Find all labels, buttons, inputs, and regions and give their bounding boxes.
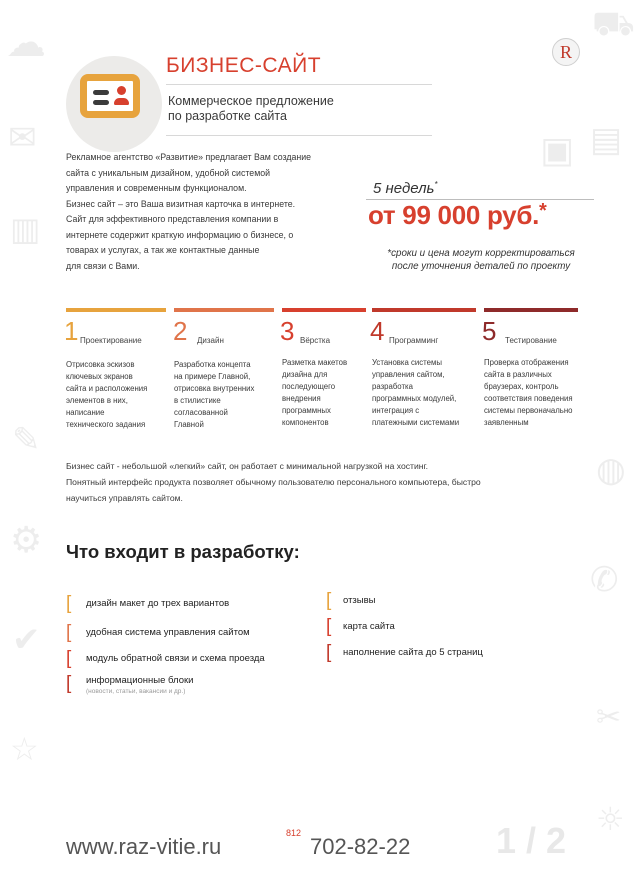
price-note-line-1: *сроки и цена могут корректироваться	[387, 248, 575, 259]
step-description-3	[282, 357, 368, 429]
include-item: информационные блоки	[86, 675, 194, 686]
include-item: карта сайта	[343, 621, 395, 632]
step-bar-4	[372, 308, 476, 312]
include-item: модуль обратной связи и схема проезда	[86, 653, 265, 664]
bracket-icon: [	[326, 590, 332, 611]
phone-code: 812	[286, 828, 302, 838]
step-desc-line: сайта в различных	[484, 370, 552, 379]
bracket-icon: [	[66, 593, 72, 614]
bracket-icon: [	[66, 673, 72, 694]
step-desc-line: заявленным	[484, 418, 529, 427]
subtitle-divider	[166, 135, 432, 136]
step-desc-line: программных модулей,	[372, 394, 457, 403]
background-globe-icon: ◍	[596, 450, 626, 490]
page-title: БИЗНЕС-САЙТ	[166, 54, 322, 77]
step-desc-line: написание	[66, 408, 105, 417]
price-text: от 99 000 руб.	[368, 200, 540, 230]
step-desc-line: Отрисовка эскизов	[66, 360, 135, 369]
step-desc-line: системы первоначально	[484, 406, 573, 415]
includes-title: Что входит в разработку:	[66, 541, 300, 562]
card-line-top	[93, 90, 109, 95]
intro-line: Сайт для эффективного представления компании в	[66, 214, 279, 224]
intro-line: товарах и услугах, а так же контактные данные	[66, 245, 260, 255]
include-item: дизайн макет до трех вариантов	[86, 598, 230, 609]
include-item: наполнение сайта до 5 страниц	[343, 647, 483, 658]
step-desc-line: браузерах, контроль	[484, 382, 559, 391]
step-desc-line: Главной	[174, 420, 204, 429]
step-title-1: Проектирование	[80, 336, 142, 345]
step-desc-line: Установка системы	[372, 358, 442, 367]
background-chart-icon: ▥	[10, 210, 41, 248]
business-card-icon	[80, 74, 140, 118]
step-desc-line: ключевых экранов	[66, 372, 133, 381]
step-description-2	[174, 359, 276, 431]
include-item: отзывы	[343, 595, 376, 606]
step-desc-line: программных	[282, 406, 331, 415]
page-counter: 1 / 2	[496, 820, 567, 861]
price-label	[368, 200, 547, 231]
background-card-icon: ▣	[540, 130, 575, 171]
step-desc-line: платежными системами	[372, 418, 460, 427]
step-desc-line: согласованной	[174, 408, 228, 417]
brand-badge: R	[552, 38, 580, 66]
step-desc-line: в стилистике	[174, 396, 221, 405]
card-person-body	[114, 98, 129, 105]
step-title-4: Программинг	[389, 336, 439, 345]
intro-line: Бизнес сайт – это Ваша визитная карточка в интернете.	[66, 198, 296, 209]
include-item-note: (новости, статьи, вакансии и др.)	[86, 688, 186, 695]
step-title-3: Вёрстка	[300, 336, 331, 345]
step-bar-1	[66, 308, 166, 312]
description-line-1: Бизнес сайт - небольшой «легкий» сайт, он работает с минимальной нагрузкой на хостинг.	[66, 461, 429, 471]
background-cloud-icon: ☁	[6, 20, 46, 66]
step-desc-line: технического задания	[66, 420, 146, 429]
duration-text: 5 недель	[373, 180, 435, 197]
price-note-line-2: после уточнения деталей по проекту	[391, 261, 571, 272]
description-line-3: научиться управлять сайтом.	[66, 493, 183, 503]
intro-line: Рекламное агентство «Развитие» предлагает Вам создание	[66, 152, 312, 162]
step-number-4: 4	[370, 316, 385, 346]
background-pencil-icon: ✎	[12, 420, 41, 460]
step-desc-line: интеграция с	[372, 406, 420, 415]
intro-line: управления и современным функционалом.	[66, 183, 247, 193]
step-bar-5	[484, 308, 578, 312]
step-title-5: Тестирование	[505, 336, 557, 345]
card-line-bottom	[93, 100, 109, 105]
bracket-icon: [	[66, 622, 72, 643]
step-desc-line: сайта и расположения	[66, 384, 148, 393]
intro-line: интернете содержит краткую информацию о бизнесе, о	[66, 229, 294, 240]
step-desc-line: внедрения	[282, 394, 321, 403]
background-envelope-icon: ✉	[8, 118, 37, 158]
step-desc-line: элементов в них,	[66, 396, 128, 405]
step-bar-3	[282, 308, 366, 312]
price-footnote-mark: *	[539, 200, 547, 222]
step-desc-line: дизайна для	[282, 370, 328, 379]
background-cart-icon: ⛟	[592, 4, 635, 44]
background-tag-icon: ✂	[596, 700, 622, 735]
bracket-icon: [	[326, 616, 332, 637]
step-desc-line: разработка	[372, 382, 413, 391]
duration-label	[373, 180, 438, 197]
step-desc-line: последующего	[282, 382, 336, 391]
step-desc-line: отрисовка внутренних	[174, 384, 255, 393]
step-desc-line: на примере Главной,	[174, 372, 251, 381]
background-bulb-icon: ☼	[596, 800, 625, 838]
background-doc-icon: ▤	[590, 120, 623, 160]
step-number-1: 1	[64, 316, 79, 346]
step-desc-line: Разметка макетов	[282, 358, 348, 367]
step-title-2: Дизайн	[197, 336, 224, 345]
include-item: удобная система управления сайтом	[86, 627, 250, 638]
duration-footnote-mark: *	[434, 180, 438, 189]
background-chat-icon: ✆	[590, 560, 619, 600]
step-description-4	[372, 357, 480, 429]
background-star-icon: ☆	[10, 730, 39, 768]
title-divider	[166, 84, 432, 85]
step-description-1	[66, 359, 166, 431]
intro-line: сайта с уникальным дизайном, удобной системой	[66, 167, 271, 178]
step-desc-line: Разработка концепта	[174, 360, 251, 369]
subtitle-line-1: Коммерческое предложение	[168, 94, 334, 108]
step-bar-2	[174, 308, 274, 312]
step-desc-line: управления сайтом,	[372, 370, 445, 379]
page-subtitle	[168, 94, 408, 124]
background-gear-icon: ⚙	[10, 520, 43, 561]
price-note	[366, 247, 596, 273]
step-description-5	[484, 357, 594, 429]
step-number-5: 5	[482, 316, 497, 346]
step-desc-line: соответствия поведения	[484, 394, 573, 403]
description-line-2: Понятный интерфейс продукта позволяет обычному пользователю персонального компьютера, быстро	[66, 477, 481, 487]
intro-line: для связи с Вами.	[66, 260, 140, 271]
background-check-icon: ✔	[12, 620, 41, 660]
subtitle-line-2: по разработке сайта	[168, 109, 287, 123]
bracket-icon: [	[326, 642, 332, 663]
intro-text	[66, 150, 356, 274]
website-link[interactable]: www.raz-vitie.ru	[66, 834, 222, 859]
step-desc-line: Проверка отображения	[484, 358, 569, 367]
step-number-2: 2	[173, 316, 188, 346]
bracket-icon: [	[66, 648, 72, 669]
step-desc-line: компонентов	[282, 418, 329, 427]
phone-number[interactable]: 702-82-22	[310, 834, 411, 859]
step-number-3: 3	[280, 316, 295, 346]
card-person-head	[117, 86, 126, 95]
description-paragraph	[66, 458, 576, 506]
